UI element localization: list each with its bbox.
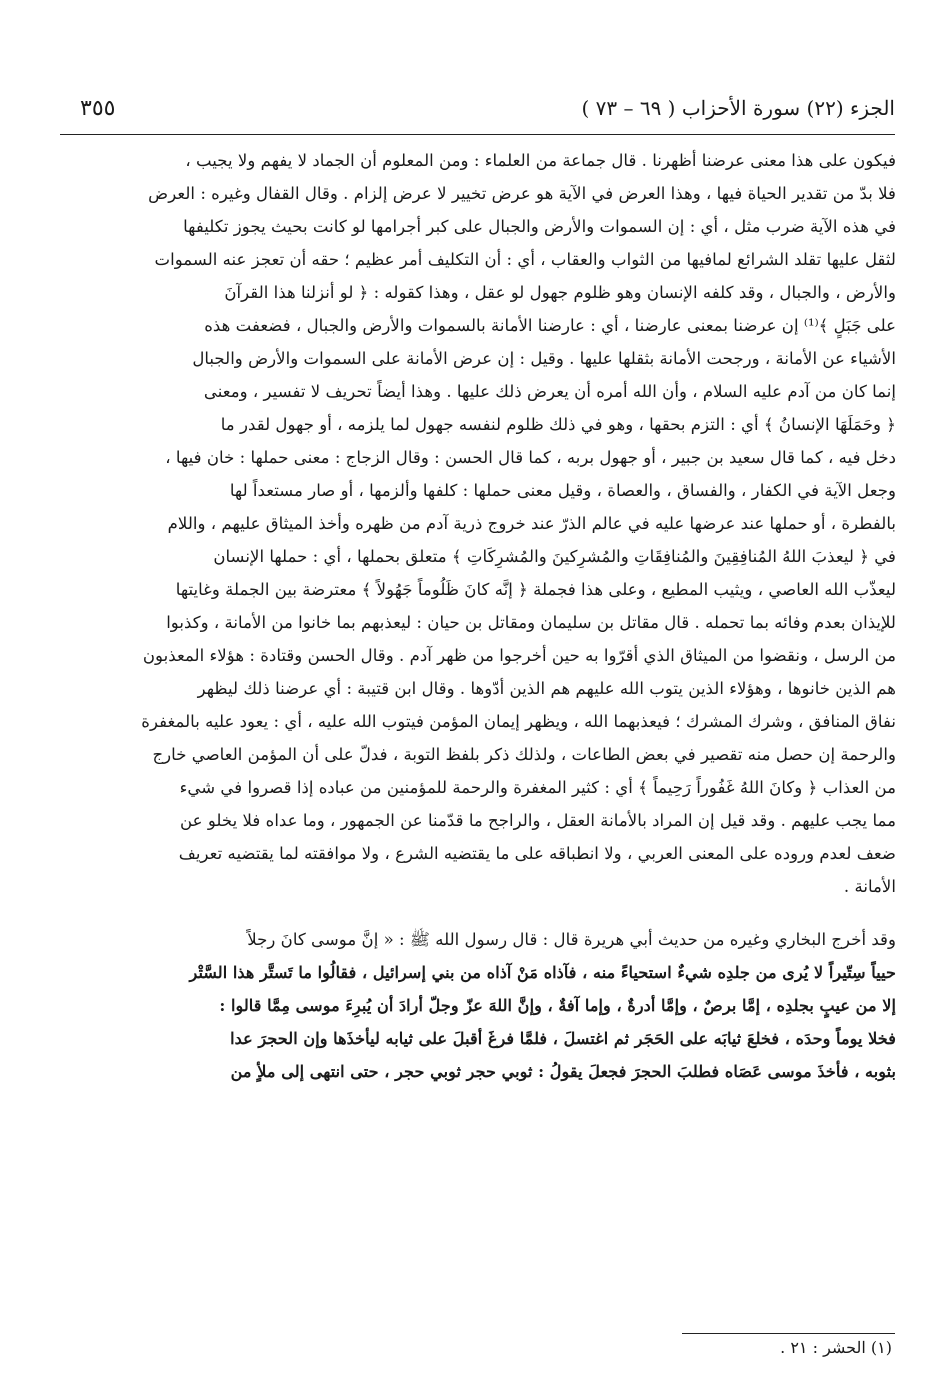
page-number: ٣٥٥ — [80, 96, 116, 121]
text-line: من العذاب ﴿ وكانَ اللهُ غَفُوراً رَحِيماً ﴾ أي : كثير المغفرة والرحمة للمؤمنين من عباده إذا قصروا في شيء — [179, 778, 896, 797]
text-line: لثقل عليها تقلد الشرائع لمافيها من الثواب والعقاب ، أي : أن التكليف أمر عظيم ؛ حقه أن تعجز عنه السموات — [154, 250, 896, 269]
text-line: على جَبَلٍ ﴾⁽¹⁾ إن عرضنا بمعنى عارضنا ، أي : عارضنا الأمانة بالسموات والأرض والجبال ، فضعفت هذه — [204, 316, 896, 335]
running-header — [70, 90, 895, 134]
main-text — [58, 144, 896, 1088]
text-line: في هذه الآية ضرب مثل ، أي : إن السموات والأرض والجبال على كبر أجرامها لو كانت بحيث يجوز تكليفها — [183, 217, 896, 236]
text-line: فيكون على هذا معنى عرضنا أظهرنا . قال جماعة من العلماء : ومن المعلوم أن الجماد لا يفهم ولا يجيب ، — [185, 151, 896, 170]
text-line: مما يجب عليهم . وقد قيل إن المراد بالأمانة العقل ، والراجح ما قدّمنا عن الجمهور ، وما عداه فلا يخلو عن — [180, 811, 896, 830]
text-line: فلا بدّ من تقدير الحياة فيها ، وهذا العرض في الآية هو عرض تخيير لا عرض إلزام . وقال القفال وغيره : العرض — [148, 184, 896, 203]
text-line: في ﴿ ليعذبَ اللهُ المُنافِقِينَ والمُنافِقَاتِ والمُشرِكينَ والمُشرِكَاتِ ﴾ متعلق بحملها ، أي : حملها الإنسان — [213, 547, 896, 566]
text-line: هم الذين خانوها ، وهؤلاء الذين يتوب الله عليهم هم الذين أدّوها . وقال ابن قتيبة : أي عرضنا ذلك ليظهر — [197, 679, 896, 698]
footnote-rule — [682, 1333, 895, 1334]
hadith-line: حيياً سِتّيراً لا يُرى من جلدِه شيءٌ استحياءً منه ، فآذاه مَنْ آذاه من بني إسرائيل ، فقالُوا ما تَستَّر هذا السَّتْر — [189, 963, 896, 982]
paragraph-gap — [58, 903, 896, 923]
hadith-intro: وقد أخرج البخاري وغيره من حديث أبي هريرة قال : قال رسول الله ﷺ : « إنَّ موسى كانَ رجلاً — [247, 930, 896, 949]
text-line: بالفطرة ، أو حملها عند عرضها عليه في عالم الذرّ عند خروج ذرية آدم من ظهره وأخذ الميثاق عليهم ، واللام — [167, 514, 896, 533]
header-title: الجزء (٢٢) سورة الأحزاب ( ٦٩ – ٧٣ ) — [581, 96, 895, 120]
text-line: ضعف لعدم وروده على المعنى العربي ، ولا انطباقه على ما يقتضيه الشرع ، ولا موافقته لما يقتضيه تعريف — [178, 844, 896, 863]
header-rule — [60, 134, 895, 135]
text-line: نفاق المنافق ، وشرك المشرك ؛ فيعذبهما الله ، ويظهر إيمان المؤمن فيتوب الله عليه ، أي : يعود عليه بالمغفرة — [141, 712, 896, 731]
text-line: من الرسل ، ونقضوا من الميثاق الذي أقرّوا به حين أخرجوا من ظهر آدم . وقال الحسن وقتادة : هؤلاء المعذبون — [142, 646, 896, 665]
text-line: للإيذان بعدم وفائه بما تحمله . قال مقاتل بن سليمان ومقاتل بن حيان : ليعذبهم بما خانوا من الأمانة ، وكذبوا — [166, 613, 896, 632]
text-line: دخل فيه ، كما قال سعيد بن جبير ، أو جهول بربه ، كما قال الحسن : وقال الزجاج : معنى حملها : خان فيها ، — [165, 448, 896, 467]
text-line: إنما كان من آدم عليه السلام ، وأن الله أمره أن يعرض ذلك عليها . وهذا أيضاً تحريف لا تفسير ، ومعنى — [203, 382, 896, 401]
hadith-line: بثوبه ، فأخذَ موسى عَصَاه فطلبَ الحجرَ فجعلَ يقولُ : ثوبي حجر ثوبي حجر ، حتى انتهى إلى ملأٍ من — [230, 1062, 896, 1081]
hadith-line: فخلا يوماً وحدَه ، فخلعَ ثيابَه على الحَجَر ثم اغتسلَ ، فلمَّا فرغَ أقبلَ على ثيابه ليأخذَها وإن الحجرَ عدا — [230, 1029, 896, 1048]
text-line: ﴿ وحَمَلَهَا الإنسانُ ﴾ أي : التزم بحقها ، وهو في ذلك ظلوم لنفسه جهول لما يلزمه ، أو جهول لقدر ما — [220, 415, 896, 434]
text-line: ليعذّب الله العاصي ، ويثيب المطيع ، وعلى هذا فجملة ﴿ إنَّه كانَ ظَلُوماً جَهُولاً ﴾ معترضة بين الجملة وغايتها — [175, 580, 896, 599]
hadith-line: إلا من عيبٍ بجلدِه ، إمَّا برصٌ ، وإمَّا أدرةٌ ، وإما آفةٌ ، وإنَّ اللهَ عزّ وجلّ أرادَ أن يُبرِءَ موسى مِمَّا قالوا : — [219, 996, 896, 1015]
text-line: وجعل الآية في الكفار ، والفساق ، والعصاة ، وقيل معنى حملها : كلفها وألزمها ، أو صار مستعداً لها — [229, 481, 896, 500]
footnote: (١) الحشر : ٢١ . — [780, 1338, 892, 1357]
text-line: والرحمة إن حصل منه تقصير في بعض الطاعات ، ولذلك ذكر بلفظ التوبة ، فدلّ على أن المؤمن العاصي خارج — [152, 745, 896, 764]
text-line: الأمانة . — [843, 877, 896, 896]
text-line: والأرض ، والجبال ، وقد كلفه الإنسان وهو ظلوم جهول لو عقل ، وهذا كقوله : ﴿ لو أنزلنا هذا القرآنَ — [224, 283, 896, 302]
text-line: الأشياء عن الأمانة ، ورجحت الأمانة بثقلها عليها . وقيل : إن عرض الأمانة على السموات والأرض والجبال — [192, 349, 896, 368]
